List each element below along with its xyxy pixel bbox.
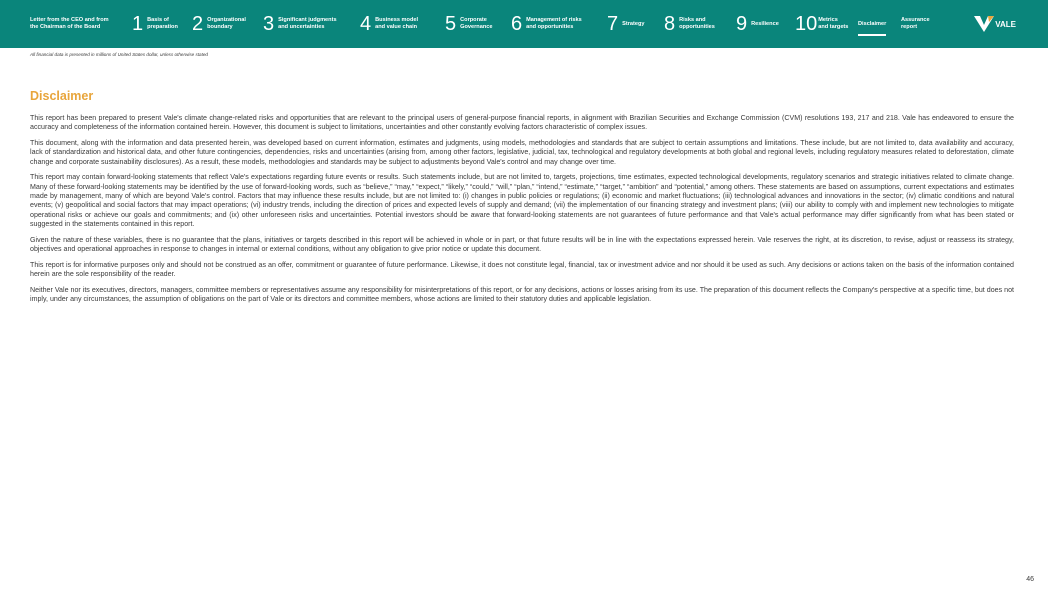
nav-item-business-model[interactable] [360,0,418,48]
disclaimer-body [30,114,1014,311]
nav-item-organizational-boundary[interactable] [192,0,246,48]
nav-label: Risks and opportunities [679,17,715,30]
nav-number: 8 [664,13,676,35]
nav-item-metrics-and-targets[interactable] [795,0,848,48]
nav-number: 6 [511,13,523,35]
financial-data-note: All financial data is presented in millions of United States dollar, unless otherwise stated [30,52,208,57]
nav-label: Corporate Governance [460,17,493,30]
nav-label: Resilience [751,20,779,27]
nav-label: Letter from the CEO and from the Chairman of the Board [30,17,109,30]
paragraph: This report may contain forward-looking statements that reflect Vale's expectations regarding future events or results. Such statements include, but are not limited to, targets, projections, time estimates, expected technological developments, regulatory scenarios and strategic initiatives related to climate change. Many of these forward-looking statements may be identified by the use of forward-looking words, such as “believe,” “may,” “expect,” “likely,” “could,” “will,” “plan,” “intend,” “estimate,” “target,” “ambition” and “potential,” among others. These statements are based on assumptions, current expectations and estimates made by management, many of which are beyond Vale's control. Factors that may influence these results include, but are not limited to: (i) changes in public policies or regulations; (ii) economic and market fluctuations; (iii) technological advances and innovations in the sector; (iv) climatic conditions and natural events; (v) geopolitical and social factors that may impact operations; (vi) industry trends, including the direction of prices and expected levels of supply and demand; (vii) the implementation of our financing strategy and investment plans; (viii) our ability to comply with and implement new technologies to mitigate operational risks or achieve our goals and commitments; and (ix) other unforeseen risks and uncertainties. Potential investors should be aware that forward-looking statements are not guarantees of future performance and that Vale's actual performance may differ significantly from what has been stated or suggested in the statements contained in this report. [30,173,1014,228]
nav-number: 5 [445,13,457,35]
nav-label: Organizational boundary [207,17,246,30]
paragraph: This report is for informative purposes only and should not be construed as an offer, commitment or guarantee of future performance. Likewise, it does not constitute legal, financial, tax or investment advice and nor should it be used as such. Any decisions or actions taken on the basis of the information contained herein are the sole responsibility of the reader. [30,260,1014,279]
nav-item-management-of-risks[interactable] [511,0,582,48]
nav-label: Disclaimer [858,20,887,27]
paragraph: This report has been prepared to present Vale's climate change-related risks and opportunities that are relevant to the principal users of general-purpose financial reports, in alignment with Brazilian Securities and Exchange Commission (CVM) resolutions 193, 217 and 218. Vale has endeavored to ensure the accuracy and completeness of the information contained herein. However, this document is subject to limitations, uncertainties and other constantly evolving factors characteristic of complex issues. [30,114,1014,132]
nav-number: 10 [795,13,818,35]
nav-number: 9 [736,13,748,35]
nav-number: 1 [132,13,144,35]
nav-label: Basis of preparation [147,17,178,30]
nav-number: 4 [360,13,372,35]
paragraph: Given the nature of these variables, there is no guarantee that the plans, initiatives or targets described in this report will be achieved in whole or in part, or that future results will be in line with the expectations expressed herein. Vale reserves the right, at its discretion, to revise, adjust or reassess its strategy, objectives and operational approaches in response to changes in internal or external conditions, without any obligation to give prior notice or update this document. [30,235,1014,254]
nav-item-disclaimer[interactable] [858,0,886,48]
nav-item-resilience[interactable] [736,0,779,48]
page-number: 46 [1026,576,1034,583]
vale-logo[interactable] [974,16,1016,32]
nav-label: Strategy [622,20,645,27]
nav-item-basis-of-preparation[interactable] [132,0,178,48]
vale-logo-icon [974,16,994,32]
nav-item-corporate-governance[interactable] [445,0,492,48]
nav-number: 3 [263,13,275,35]
nav-item-significant-judgments[interactable] [263,0,337,48]
nav-label: Business model and value chain [375,17,419,30]
nav-item-assurance-report[interactable] [901,0,930,48]
paragraph: This document, along with the information and data presented herein, was developed based on current information, estimates and judgments, using models, methodologies and standards that are subject to certain assumptions and limitations. These include, but are not limited to, data availability and accuracy, lack of standardization and historical data, and other future contingencies, dependencies, risks and uncertainties (arising from, among other factors, legislative, judicial, tax, technological and regulatory developments at both global and regional levels, including regulatory measures related to deforestation, climate change and corporate sustainability disclosures). As a result, these models, methodologies and standards may be subject to adjustments beyond Vale's control and may change over time. [30,139,1014,166]
nav-number: 2 [192,13,204,35]
nav-label: Management of risks and opportunities [526,17,582,30]
nav-item-strategy[interactable] [607,0,645,48]
nav-label: Metrics and targets [818,17,849,30]
paragraph: Neither Vale nor its executives, directors, managers, committee members or representatives assume any responsibility for misinterpretations of this report, or for any decisions, actions or losses arising from its use. The preparation of this document reflects the Company's perspective at a specific time, but does not imply, under any circumstances, the assumption of obligations on the part of Vale or its directors and committee members, whose actions are limited to their statutory duties and applicable legislation. [30,285,1014,304]
nav-item-risks-and-opportunities[interactable] [664,0,715,48]
top-navigation-bar [0,0,1048,48]
logo-text: VALE [995,19,1016,29]
nav-label: Assurance report [901,17,930,30]
nav-item-letter[interactable] [30,0,109,48]
page-title: Disclaimer [30,89,94,103]
nav-label: Significant judgments and uncertainties [278,17,337,30]
nav-number: 7 [607,13,619,35]
